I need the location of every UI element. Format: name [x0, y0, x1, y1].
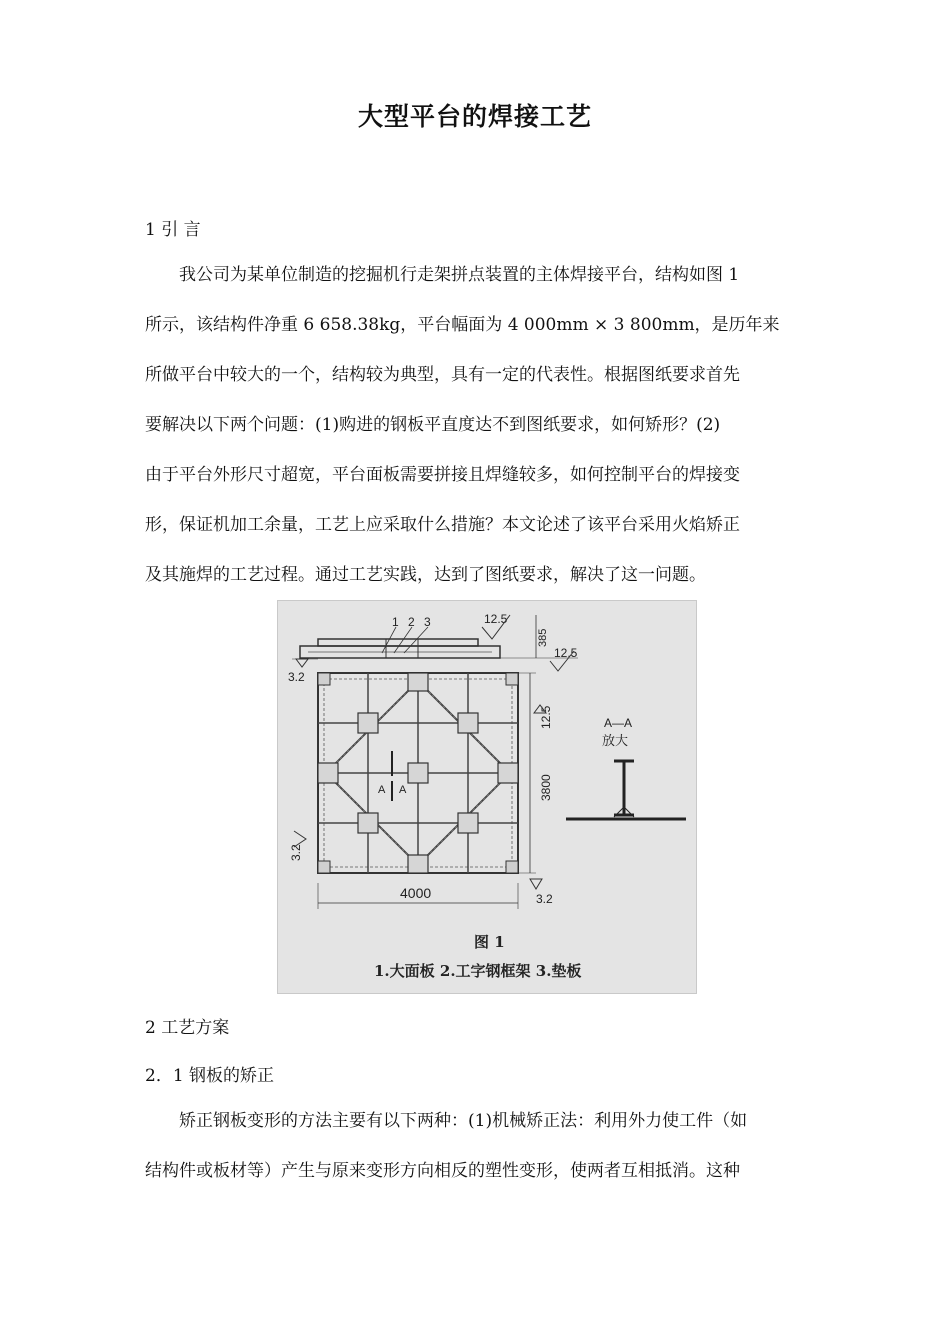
text-line: 矫正钢板变形的方法主要有以下两种：(1)机械矫正法：利用外力使工件（如 [179, 1111, 748, 1131]
roughness-right-2: 12.5 [539, 705, 553, 729]
text-line: 要解决以下两个问题：(1)购进的钢板平直度达不到图纸要求，如何矫形？(2) [145, 415, 721, 435]
callout-1: 1 [392, 615, 399, 629]
detail-title: A—A [604, 716, 633, 730]
section-label-a-left: A [378, 784, 386, 796]
roughness-left-top: 3.2 [288, 670, 305, 684]
roughness-left-bottom: 3.2 [289, 844, 303, 861]
dim-width-4000: 4000 [400, 885, 432, 901]
document-title: 大型平台的焊接工艺 [357, 102, 592, 131]
section-2-heading: 2 工艺方案 [145, 1018, 230, 1038]
detail-subtitle: 放大 [602, 734, 629, 749]
section-label-a-right: A [399, 784, 407, 796]
platform-drawing-svg [278, 601, 696, 993]
section-1-heading: 1 引 言 [145, 220, 201, 240]
roughness-top: 12.5 [484, 612, 508, 626]
text-line: 形，保证机加工余量，工艺上应采取什么措施？本文论述了该平台采用火焰矫正 [145, 515, 740, 535]
text-line: 所示，该结构件净重 6 658.38kg，平台幅面为 4 000mm × 3 800mm，是历年来 [145, 315, 780, 335]
figure-legend: 1.大面板 2.工字钢框架 3.垫板 [374, 962, 582, 980]
text-line: 结构件或板材等）产生与原来变形方向相反的塑性变形，使两者互相抵消。这种 [145, 1161, 740, 1181]
text-line: 由于平台外形尺寸超宽，平台面板需要拼接且焊缝较多，如何控制平台的焊接变 [145, 465, 740, 485]
dim-height-3800: 3800 [539, 774, 553, 801]
roughness-bottom: 3.2 [536, 892, 553, 906]
text-line: 及其施焊的工艺过程。通过工艺实践，达到了图纸要求，解决了这一问题。 [145, 565, 706, 585]
text-line: 我公司为某单位制造的挖掘机行走架拼点装置的主体焊接平台，结构如图 1 [179, 265, 740, 285]
dim-385: 385 [537, 628, 549, 647]
text-line: 所做平台中较大的一个，结构较为典型，具有一定的代表性。根据图纸要求首先 [145, 365, 740, 385]
callout-2: 2 [408, 615, 415, 629]
section-2-1-heading: 2．1 钢板的矫正 [145, 1066, 275, 1086]
roughness-right: 12.5 [554, 646, 578, 660]
figure-1-platform-drawing [277, 600, 697, 994]
figure-caption: 图 1 [474, 933, 505, 951]
intro-paragraph [145, 250, 807, 600]
section-2-1-paragraph [145, 1096, 807, 1196]
callout-3: 3 [424, 615, 431, 629]
